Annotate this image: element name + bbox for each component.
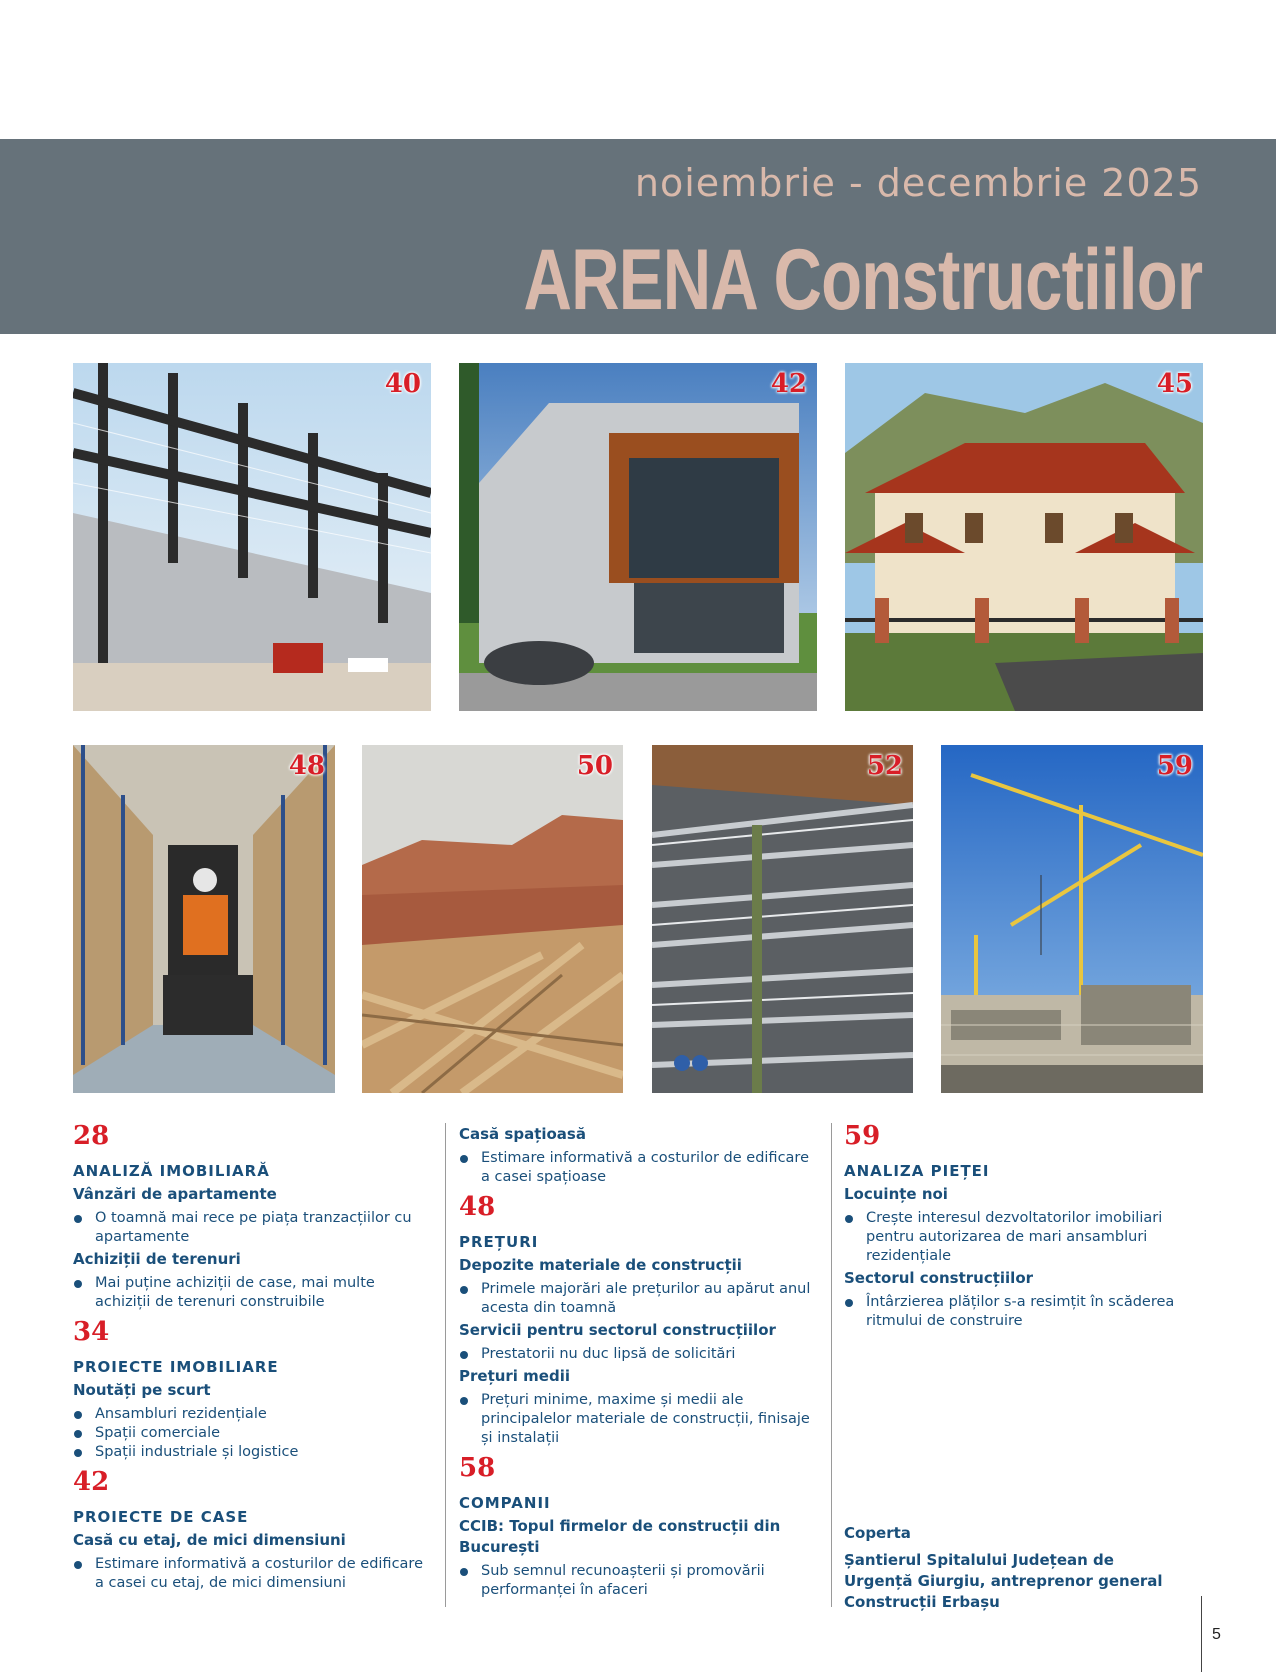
toc-section-analiza-pietei [844,1120,1204,1331]
page-number: 5 [1212,1626,1221,1643]
cover-credit [844,1521,1184,1613]
section-title: PROIECTE DE CASE [73,1508,249,1526]
page-ref-40: 40 [384,369,421,399]
subsection-title: CCIB: Topul firmelor de construcții din București [459,1517,781,1556]
article-list [459,1345,819,1364]
thumbnail-demolition[interactable] [362,745,623,1093]
article-item[interactable]: Spații comerciale [73,1424,433,1443]
subsection-title: Prețuri medii [459,1367,570,1385]
magazine-title: ARENA Constructiilor [523,232,1202,328]
section-page-number: 59 [844,1121,881,1151]
article-list [73,1209,433,1247]
construction-crane-photo-icon [941,745,1203,1093]
section-page-number: 58 [459,1453,496,1483]
toc-column-2 [459,1122,819,1600]
thumbnail-metal-pipes[interactable] [652,745,913,1093]
article-item[interactable]: Primele majorări ale prețurilor au apărut anul acesta din toamnă [459,1280,819,1318]
subsection-title: Depozite materiale de construcții [459,1256,742,1274]
article-item[interactable]: Spații industriale și logistice [73,1443,433,1462]
page-number-rule [1201,1596,1202,1672]
article-item[interactable]: Estimare informativă a costurilor de edificare a casei spațioase [459,1149,819,1187]
article-item[interactable]: Ansambluri rezidențiale [73,1405,433,1424]
header-banner [0,139,1276,334]
subsection-title: Noutăți pe scurt [73,1381,211,1399]
issue-date: noiembrie - decembrie 2025 [634,161,1202,205]
villa-photo-icon [845,363,1203,711]
article-list [459,1280,819,1318]
steel-hall-photo-icon [73,363,431,711]
subsection-title: Sectorul construcțiilor [844,1269,1034,1287]
article-item[interactable]: Mai puține achiziții de case, mai multe achiziții de terenuri construibile [73,1274,433,1312]
toc-column-1 [73,1120,433,1593]
subsection-title: Casă spațioasă [459,1125,586,1143]
thumbnail-steel-hall[interactable] [73,363,431,711]
toc-section-proiecte-imobiliare [73,1316,433,1462]
article-list [844,1293,1204,1331]
section-page-number: 34 [73,1317,110,1347]
demolition-rubble-photo-icon [362,745,623,1093]
article-item[interactable]: Crește interesul dezvoltatorilor imobiliari pentru autorizarea de mari ansambluri rezidențiale [844,1209,1204,1266]
section-title: ANALIZĂ IMOBILIARĂ [73,1162,270,1180]
cover-description: Șantierul Spitalului Județean de Urgență Giurgiu, antreprenor general Construcții Erbașu [844,1551,1163,1611]
toc-section-companii [459,1452,819,1600]
article-item[interactable]: Estimare informativă a costurilor de edificare a casei cu etaj, de mici dimensiuni [73,1555,433,1593]
toc-section-proiecte-de-case [73,1466,433,1593]
section-page-number: 42 [73,1467,110,1497]
article-item[interactable]: O toamnă mai rece pe piața tranzacțiilor cu apartamente [73,1209,433,1247]
article-list [73,1405,433,1462]
thumbnail-crane[interactable] [941,745,1203,1093]
subsection-title: Casă cu etaj, de mici dimensiuni [73,1531,346,1549]
article-item[interactable]: Prestatorii nu duc lipsă de solicitări [459,1345,819,1364]
thumbnail-modern-house[interactable] [459,363,817,711]
subsection-title: Locuințe noi [844,1185,948,1203]
section-title: COMPANII [459,1494,551,1512]
subsection-title: Vânzări de apartamente [73,1185,277,1203]
article-item[interactable]: Prețuri minime, maxime și medii ale principalelor materiale de construcții, finisaje și instalații [459,1391,819,1448]
subsection-title: Achiziții de terenuri [73,1250,241,1268]
warehouse-forklift-photo-icon [73,745,335,1093]
toc-column-3 [844,1120,1204,1331]
section-title: PROIECTE IMOBILIARE [73,1358,279,1376]
section-page-number: 48 [459,1192,496,1222]
toc-section-casa-spatioasa [459,1124,819,1187]
article-list [73,1555,433,1593]
article-list [459,1391,819,1448]
article-list [459,1149,819,1187]
article-list [844,1209,1204,1266]
subsection-title: Servicii pentru sectorul construcțiilor [459,1321,776,1339]
section-title: PREȚURI [459,1233,539,1251]
modern-house-photo-icon [459,363,817,711]
thumbnail-villa[interactable] [845,363,1203,711]
page-ref-50: 50 [576,751,613,781]
article-list [459,1562,819,1600]
cover-title: Coperta [844,1524,911,1542]
page-ref-48: 48 [288,751,325,781]
toc-section-preturi [459,1191,819,1448]
page-ref-59: 59 [1156,751,1193,781]
page-ref-45: 45 [1156,369,1193,399]
page-ref-52: 52 [866,751,903,781]
toc-section-analiza-imobiliara [73,1120,433,1312]
metal-pipes-rack-photo-icon [652,745,913,1093]
article-item[interactable]: Sub semnul recunoașterii și promovării performanței în afaceri [459,1562,819,1600]
column-divider-2 [831,1123,832,1607]
article-item[interactable]: Întârzierea plăților s-a resimțit în scăderea ritmului de construire [844,1293,1204,1331]
section-page-number: 28 [73,1121,110,1151]
article-list [73,1274,433,1312]
thumbnail-warehouse[interactable] [73,745,335,1093]
section-title: ANALIZA PIEȚEI [844,1162,990,1180]
column-divider-1 [445,1123,446,1607]
page-ref-42: 42 [770,369,807,399]
